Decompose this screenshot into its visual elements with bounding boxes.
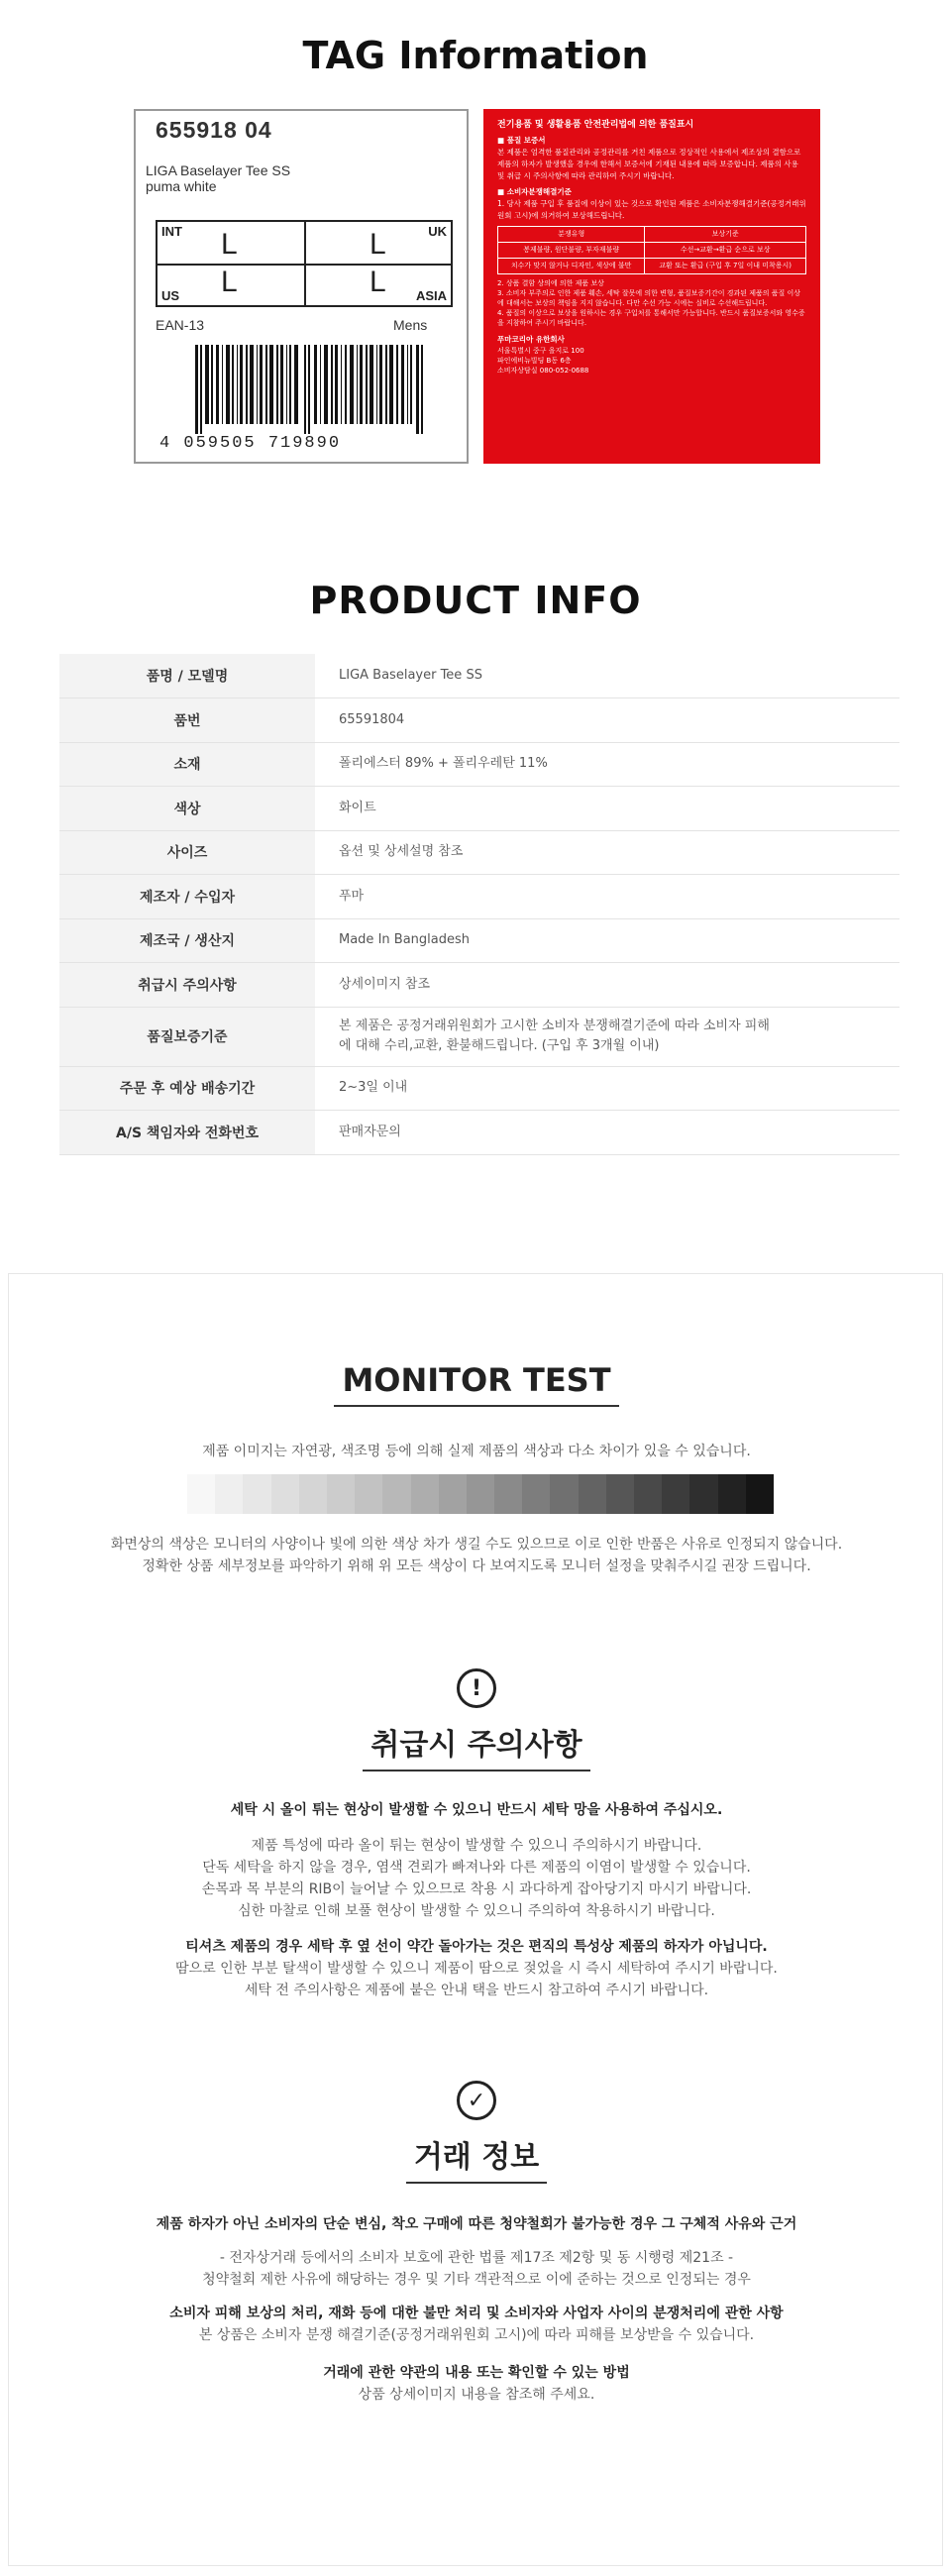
care-lines-2: [9, 1958, 944, 2001]
product-info-table: [59, 654, 899, 1155]
care-bold-1-text: 세탁 시 올이 튀는 현상이 발생할 수 있으니 반드시 세탁 망을 사용하여 주십시오.: [230, 1802, 723, 1818]
table-row: [59, 1066, 899, 1111]
trade-bold-1: [9, 2213, 944, 2235]
size-label-uk: UK: [428, 224, 447, 239]
tag-name-line: LIGA Baselayer Tee SS: [146, 162, 291, 178]
size-value-us: L: [221, 266, 238, 298]
trade-title: [9, 2132, 944, 2184]
trade-bold-2: [9, 2303, 944, 2324]
care-line: 세탁 전 주의사항은 제품에 붙은 안내 택을 반드시 참고하여 주시기 바랍니다.: [244, 1983, 709, 1998]
compensation-cell: 치수가 맞지 않거나 디자인, 색상에 불만: [498, 259, 645, 274]
care-line: 땀으로 인한 부분 탈색이 발생할 수 있으니 제품이 땀으로 젖었을 시 즉시 세탁하여 주시기 바랍니다.: [175, 1961, 778, 1977]
gray-swatch: [522, 1474, 550, 1514]
trade-bold-2-text: 소비자 피해 보상의 처리, 재화 등에 대한 불만 처리 및 소비자와 사업자 사이의 분쟁처리에 관한 사항: [169, 2306, 784, 2321]
table-row: [59, 742, 899, 787]
table-row: [59, 1111, 899, 1155]
row-label: 사이즈: [59, 830, 315, 875]
tag-color-line: puma white: [146, 178, 217, 194]
quality-label-p2: 1. 당사 제품 구입 후 품질에 이상이 있는 것으로 확인된 제품은 소비자분쟁해결기준(공정거래위원회 고시)에 의거하여 보상해드립니다.: [497, 199, 806, 220]
row-label: 품질보증기준: [59, 1007, 315, 1066]
gray-swatch: [467, 1474, 494, 1514]
barcode-number: 4 059505 719890: [159, 434, 342, 453]
compensation-cell: 수선→교환→환급 순으로 보상: [645, 243, 806, 259]
table-row: [59, 787, 899, 831]
gray-swatch: [662, 1474, 689, 1514]
product-info-title: PRODUCT INFO: [309, 579, 642, 622]
row-value: 화이트: [339, 800, 376, 815]
gray-swatch: [494, 1474, 522, 1514]
trade-lines-2: [9, 2324, 944, 2346]
compensation-cell: 교환 또는 환급 (구입 후 7일 이내 미착용시): [645, 259, 806, 274]
compensation-table: [497, 226, 806, 274]
trade-bold-1-text: 제품 하자가 아닌 소비자의 단순 변심, 착오 구매에 따른 청약철회가 불가능한 경우 그 구체적 사유와 근거: [156, 2216, 797, 2232]
table-row: [59, 654, 899, 698]
gray-swatch: [689, 1474, 717, 1514]
care-line: 손목과 목 부분의 RIB이 늘어날 수 있으므로 착용 시 과다하게 잡아당기지 마시기 바랍니다.: [201, 1881, 752, 1897]
notice-panel: [8, 1273, 943, 2566]
quality-label-p1: 본 제품은 엄격한 품질관리와 공정관리를 거친 제품으로 정상적인 사용에서 제조상의 결함으로 제품의 하자가 발생했을 경우에 한해서 보증서에 기재된 내용에 따라 보증합니다. 제품의 사용 및 취급 시 주의사항에 따라 관리하여 주시기 바랍니다.: [497, 148, 801, 180]
quality-note: 4. 품질의 이상으로 보상을 원하시는 경우 구입처를 통해서만 가능합니다. 반드시 품질보증서와 영수증을 지참하여 주시기 바랍니다.: [497, 309, 805, 327]
tag-product-name: [146, 162, 290, 194]
care-line: 심한 마찰로 인해 보풀 현상이 발생할 수 있으니 주의하여 착용하시기 바랍니다.: [238, 1903, 715, 1919]
care-bold-1: [9, 1799, 944, 1821]
gray-swatch: [299, 1474, 327, 1514]
size-label-asia: ASIA: [415, 288, 447, 303]
row-label: A/S 책임자와 전화번호: [59, 1111, 315, 1155]
care-lines-1: [9, 1835, 944, 1922]
size-value-uk: L: [370, 228, 386, 261]
table-row: [59, 918, 899, 963]
row-value: Made In Bangladesh: [339, 932, 470, 948]
row-value: 65591804: [339, 711, 405, 727]
monitor-test-title-text: MONITOR TEST: [334, 1361, 618, 1407]
gray-swatch: [411, 1474, 439, 1514]
gray-swatch: [718, 1474, 746, 1514]
barcode-icon: [195, 345, 423, 434]
gray-swatch: [187, 1474, 215, 1514]
row-label: 품명 / 모델명: [59, 654, 315, 698]
care-title-text: 취급시 주의사항: [363, 1720, 589, 1771]
trade-bold-3-text: 거래에 관한 약관의 내용 또는 확인할 수 있는 방법: [323, 2365, 630, 2381]
row-value: LIGA Baselayer Tee SS: [339, 668, 482, 683]
company-name: 푸마코리아 유한회사: [497, 335, 565, 344]
row-label: 제조자 / 수입자: [59, 875, 315, 919]
trade-lines-3: [9, 2384, 944, 2406]
gray-swatch: [746, 1474, 774, 1514]
monitor-test-title: [9, 1361, 944, 1407]
gray-swatch: [579, 1474, 606, 1514]
row-value: 상세이미지 참조: [339, 976, 431, 992]
trade-line: 본 상품은 소비자 분쟁 해결기준(공정거래위원회 고시)에 따라 피해를 보상받을 수 있습니다.: [198, 2327, 755, 2343]
table-row: [59, 875, 899, 919]
size-grid: [156, 220, 453, 307]
gray-swatch: [439, 1474, 467, 1514]
care-bold-2: [9, 1936, 944, 1958]
quality-note: 3. 소비자 부주의로 인한 제품 훼손, 세탁 잘못에 의한 변형, 품질보증기간이 경과된 제품의 품질 이상에 대해서는 보상의 책임을 지지 않습니다. 다만 수선 가능 시에는 실비로 수선해드립니다.: [497, 289, 800, 307]
tag-info-title: TAG Information: [302, 34, 649, 77]
row-value: 옵션 및 상세설명 참조: [339, 844, 464, 860]
quality-note: 2. 상품 결함 상의에 의한 제품 보상: [497, 279, 604, 287]
care-line: 제품 특성에 따라 올이 튀는 현상이 발생할 수 있으니 주의하시기 바랍니다.: [251, 1838, 702, 1854]
quality-label-h2: ■ 소비자분쟁해결기준: [497, 187, 572, 196]
care-title: [9, 1720, 944, 1771]
grayscale-bar: [187, 1474, 774, 1514]
row-label: 제조국 / 생산지: [59, 918, 315, 963]
trade-lines-1: [9, 2247, 944, 2291]
warning-icon: !: [457, 1668, 496, 1708]
table-row: [59, 963, 899, 1008]
product-tag-image: [134, 109, 469, 464]
care-bold-2-text: 티셔츠 제품의 경우 세탁 후 옆 선이 약간 돌아가는 것은 편직의 특성상 제품의 하자가 아닙니다.: [185, 1939, 768, 1955]
row-label: 색상: [59, 787, 315, 831]
trade-line: 상품 상세이미지 내용을 참조해 주세요.: [358, 2387, 595, 2403]
compensation-header: 분쟁유형: [498, 227, 645, 243]
row-value: 판매자문의: [339, 1124, 401, 1139]
trade-line: 청약철회 제한 사유에 해당하는 경우 및 기타 객관적으로 이에 준하는 것으로 인정되는 경우: [202, 2272, 751, 2288]
table-row: [59, 830, 899, 875]
quality-label-title: 전기용품 및 생활용품 안전관리법에 의한 품질표시: [497, 120, 694, 130]
monitor-note-1: 화면상의 색상은 모니터의 사양이나 빛에 의한 색상 차가 생길 수도 있으므로 이로 인한 반품은 사유로 인정되지 않습니다.: [110, 1537, 843, 1553]
size-label-us: US: [161, 288, 180, 303]
row-label: 취급시 주의사항: [59, 963, 315, 1008]
monitor-intro: 제품 이미지는 자연광, 색조명 등에 의해 실제 제품의 색상과 다소 차이가 있을 수 있습니다.: [202, 1444, 751, 1459]
tag-product-code: 655918 04: [156, 117, 272, 143]
size-label-int: INT: [161, 224, 182, 239]
gray-swatch: [215, 1474, 243, 1514]
ean-label: EAN-13: [156, 317, 205, 333]
gray-swatch: [327, 1474, 355, 1514]
gender-label: Mens: [393, 317, 428, 333]
row-label: 주문 후 예상 배송기간: [59, 1066, 315, 1111]
size-value-int: L: [221, 228, 238, 261]
row-value: 본 제품은 공정거래위원회가 고시한 소비자 분쟁해결기준에 따라 소비자 피해에 대해 수리,교환, 환불해드립니다. (구입 후 3개월 이내): [339, 1019, 770, 1053]
row-value: 푸마: [339, 888, 365, 904]
company-address: 서울특별시 중구 을지로 100: [497, 347, 584, 355]
trade-line: - 전자상거래 등에서의 소비자 보호에 관한 법률 제17조 제2항 및 동 시행령 제21조 -: [219, 2250, 734, 2266]
gray-swatch: [634, 1474, 662, 1514]
table-row: [59, 1007, 899, 1066]
trade-title-text: 거래 정보: [406, 2132, 547, 2184]
gray-swatch: [243, 1474, 270, 1514]
check-icon: ✓: [457, 2081, 496, 2120]
row-label: 품번: [59, 698, 315, 743]
company-address-2: 파인에비뉴빌딩 B동 6층: [497, 357, 572, 365]
table-row: [59, 698, 899, 743]
row-value: 폴리에스터 89% + 폴리우레탄 11%: [339, 756, 548, 772]
compensation-header: 보상기준: [645, 227, 806, 243]
gray-swatch: [355, 1474, 382, 1514]
row-value: 2~3일 이내: [339, 1080, 408, 1096]
care-line: 단독 세탁을 하지 않을 경우, 염색 견뢰가 빠져나와 다른 제품의 이염이 발생할 수 있습니다.: [202, 1860, 751, 1876]
row-label: 소재: [59, 742, 315, 787]
quality-label-image: [483, 109, 820, 464]
gray-swatch: [382, 1474, 410, 1514]
gray-swatch: [606, 1474, 634, 1514]
company-phone: 소비자상담실 080-052-0688: [497, 367, 589, 375]
quality-label-h1: ■ 품질 보증서: [497, 136, 546, 145]
size-value-asia: L: [370, 266, 386, 298]
gray-swatch: [550, 1474, 578, 1514]
compensation-cell: 봉제불량, 원단불량, 부자재불량: [498, 243, 645, 259]
monitor-note-2: 정확한 상품 세부정보를 파악하기 위해 위 모든 색상이 다 보여지도록 모니터 설정을 맞춰주시길 권장 드립니다.: [142, 1558, 811, 1574]
gray-swatch: [271, 1474, 299, 1514]
trade-bold-3: [9, 2362, 944, 2384]
